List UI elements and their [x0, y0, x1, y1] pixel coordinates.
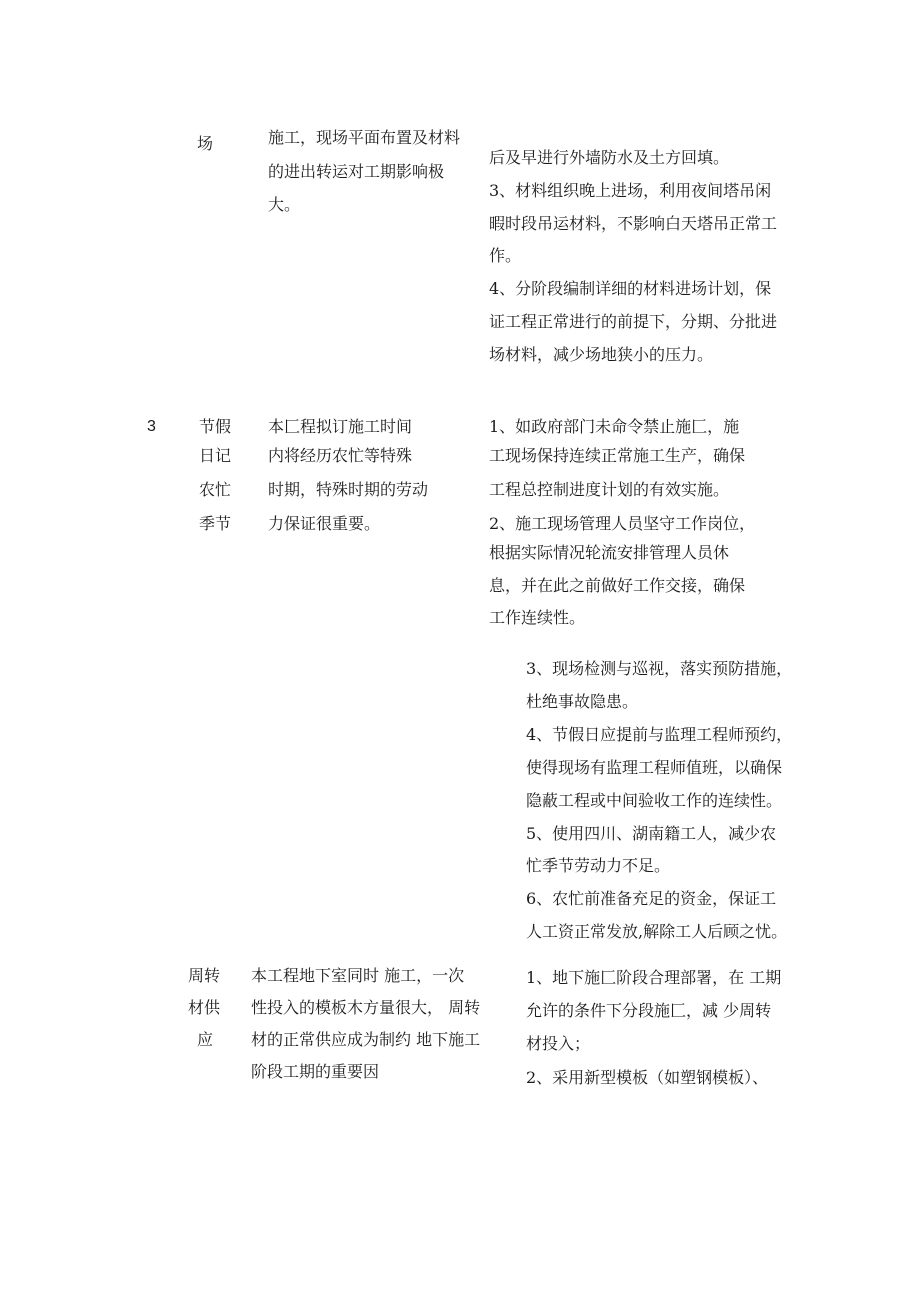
measure-line: 息，并在此之前做好工作交接，确保: [489, 576, 746, 595]
problem-line: 材的正常供应成为制约 地下施工: [251, 1030, 481, 1049]
measure-line: 工程总控制进度计划的有效实施。: [489, 480, 730, 499]
category-line: 材供: [188, 998, 221, 1017]
measure-line: 4、节假日应提前与监理工程师预约，: [526, 725, 793, 744]
category-line: 农忙: [199, 480, 232, 499]
measure-line: 使得现场有监理工程师值班，以确保: [526, 758, 783, 777]
measure-line: 允许的条件下分段施匚，减 少周转: [526, 1001, 772, 1020]
problem-line: 施工，现场平面布置及材料: [268, 128, 461, 147]
measure-line: 证工程正常进行的前提下，分期、分批进: [489, 312, 778, 331]
category-line: 周转: [188, 966, 221, 985]
measure-line: 1、如政府部门未命令禁止施匚，施: [489, 417, 740, 436]
measure-line: 暇时段吊运材料，不影响白天塔吊正常工: [489, 214, 778, 233]
problem-line: 的进出转运对工期影响极: [268, 162, 445, 181]
measure-line: 场材料，减少场地狭小的压力。: [489, 345, 714, 364]
measure-line: 3、现场检测与巡视，落实预防措施，: [526, 659, 793, 678]
measure-line: 杜绝事故隐患。: [526, 692, 639, 711]
measure-line: 材投入；: [526, 1034, 591, 1053]
measure-line: 2、采用新型模板（如塑钢模板）、: [526, 1068, 769, 1087]
problem-line: 阶段工期的重要因: [251, 1062, 380, 1081]
category-line: 季节: [199, 514, 232, 533]
measure-line: 工现场保持连续正常施工生产，确保: [489, 446, 746, 465]
problem-line: 本匚程拟订施工时间: [268, 417, 413, 436]
measure-line: 4、分阶段编制详细的材料进场计划，保: [489, 279, 772, 298]
measure-line: 忙季节劳动力不足。: [526, 856, 671, 875]
category-site: 场: [197, 134, 214, 153]
measure-line: 隐蔽工程或中间验收工作的连续性。: [526, 791, 783, 810]
category-line: 应: [197, 1030, 214, 1049]
problem-line: 大。: [268, 195, 301, 214]
measure-line: 3、材料组织晚上进场，利用夜间塔吊闲: [489, 181, 772, 200]
category-line: 日记: [199, 446, 232, 465]
problem-line: 时期，特殊时期的劳动: [268, 480, 429, 499]
measure-line: 工作连续性。: [489, 608, 586, 627]
problem-line: 本工程地下室同时 施工，一次: [251, 966, 465, 985]
measure-line: 根据实际情况轮流安排管理人员休: [489, 543, 730, 562]
measure-line: 作。: [489, 246, 522, 265]
measure-line: 1、地下施匚阶段合理部署，在 工期: [526, 968, 782, 987]
measure-line: 5、使用四川、湖南籍工人，减少农: [526, 824, 777, 843]
problem-line: 内将经历农忙等特殊: [268, 446, 413, 465]
row-number: 3: [147, 418, 156, 435]
measure-line: 6、农忙前准备充足的资金，保证工: [526, 889, 777, 908]
measure-line: 后及早进行外墙防水及土方回填。: [489, 148, 730, 167]
problem-line: 性投入的模板木方量很大， 周转: [251, 998, 481, 1017]
measure-line: 人工资正常发放,解除工人后顾之忧。: [526, 922, 788, 941]
category-line: 节假: [199, 417, 232, 436]
measure-line: 2、施工现场管理人员坚守工作岗位，: [489, 514, 756, 533]
problem-line: 力保证很重要。: [268, 514, 381, 533]
